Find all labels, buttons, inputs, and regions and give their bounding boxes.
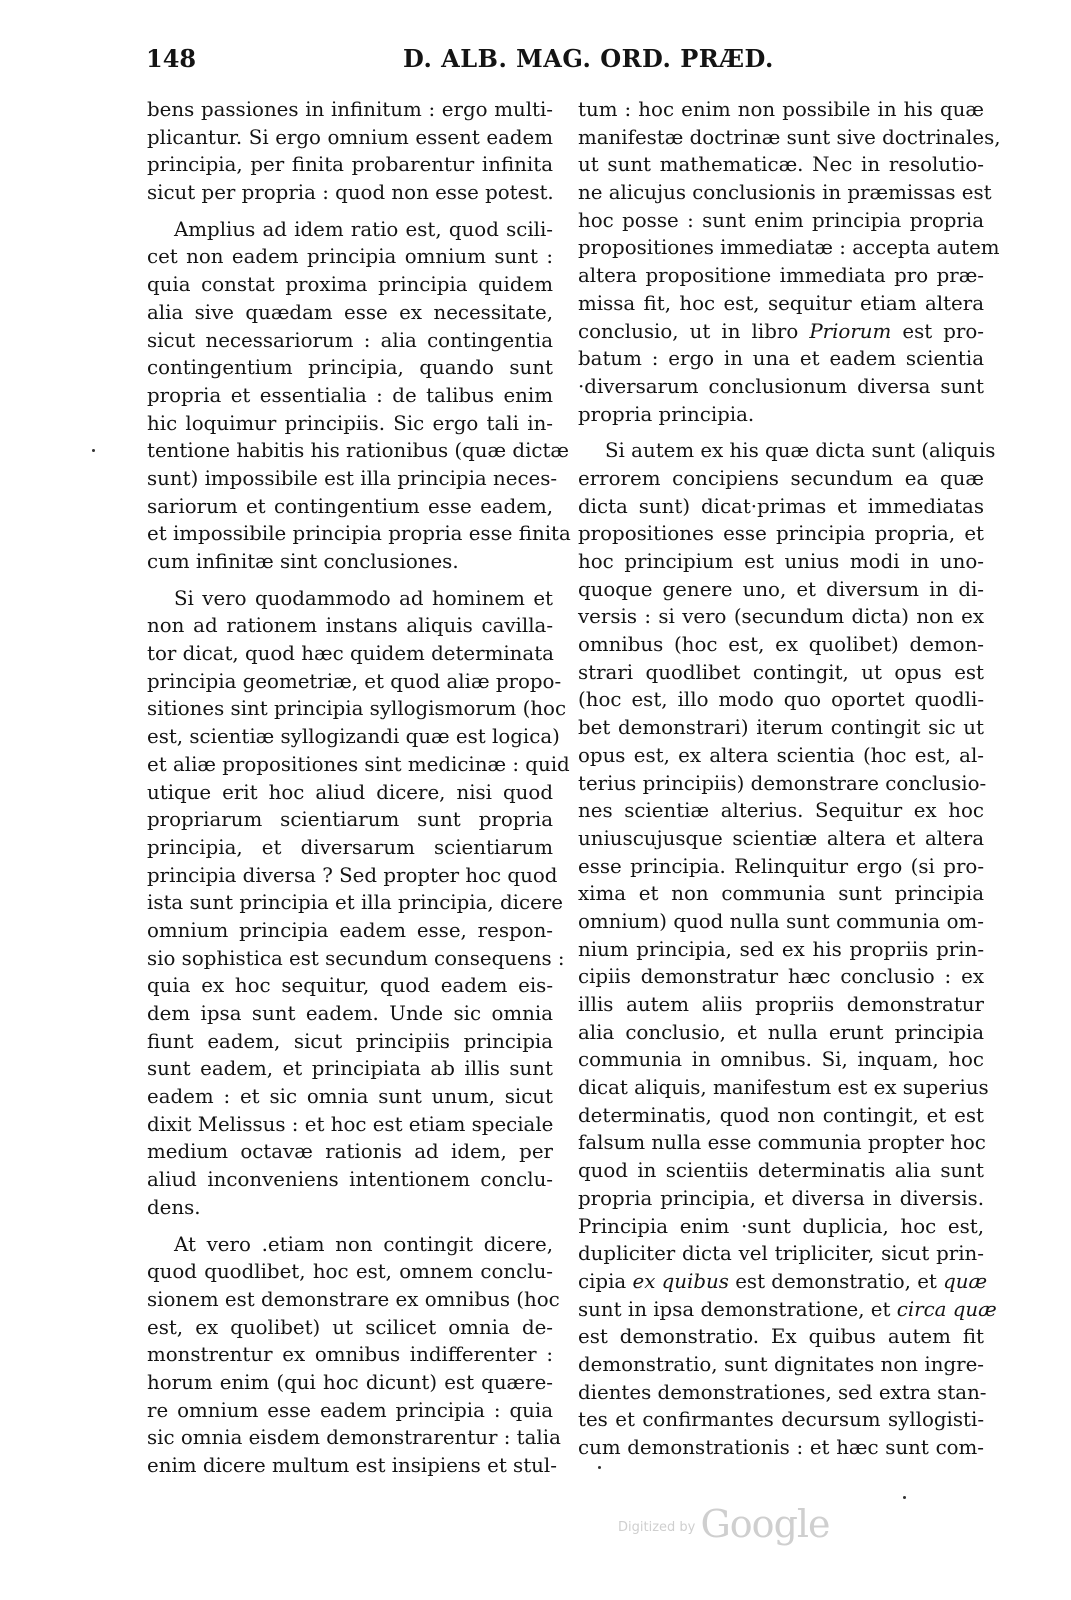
text-line: sunt in ipsa demonstratione, et circa quæ — [578, 1297, 997, 1321]
text-line: batum : ergo in una et eadem scientia — [578, 347, 984, 371]
text-line: dem ipsa sunt eadem. Unde sic omnia — [147, 1002, 553, 1025]
text-line: omnium) quod nulla sunt communia om- — [578, 909, 984, 933]
text-line: (hoc est, illo modo quo oportet quodli- — [578, 688, 984, 712]
text-line: tentione habitis his rationibus (quæ dictæ — [147, 439, 570, 463]
text-line: Si autem ex his quæ dicta sunt (aliquis — [605, 439, 996, 463]
text-line: tes et confirmantes decursum syllogisti- — [578, 1408, 984, 1432]
text-line: sionem est demonstrare ex omnibus (hoc — [147, 1287, 560, 1311]
running-header — [0, 44, 1071, 84]
text-line: propriarum scientiarum sunt propria — [147, 808, 553, 832]
text-line: principia, et diversarum scientiarum — [147, 835, 553, 859]
text-line: quia constat proxima principia quidem — [147, 273, 553, 297]
text-line: eadem : et sic omnia sunt unum, sicut — [147, 1085, 553, 1109]
text-line: fiunt eadem, sicut principiis principia — [147, 1029, 553, 1053]
text-line: re omnium esse eadem principia : quia — [147, 1398, 553, 1422]
text-line: non ad rationem instans aliquis cavilla- — [147, 614, 553, 638]
text-line: alia conclusio, et nulla erunt principia — [578, 1020, 984, 1044]
text-line: est, ex quolibet) ut scilicet omnia de- — [147, 1315, 553, 1339]
text-line: xima et non communia sunt principia — [578, 882, 984, 906]
text-line: bens passiones in infinitum : ergo multi- — [147, 98, 553, 121]
text-line: Principia enim ·sunt duplicia, hoc est, — [578, 1214, 984, 1238]
text-line: cipia ex quibus est demonstratio, et quæ — [578, 1269, 988, 1293]
text-line: est demonstratio. Ex quibus autem fit — [578, 1325, 984, 1349]
text-line: hoc posse : sunt enim principia propria — [578, 208, 984, 232]
text-line: enim dicere multum est insipiens et stul- — [147, 1454, 557, 1477]
text-line: quod in scientiis determinatis alia sunt — [578, 1159, 984, 1183]
text-line: ne alicujus conclusionis in præmissas est — [578, 181, 992, 205]
page-number: 148 — [146, 44, 197, 73]
watermark-prefix: Digitized by — [618, 1520, 696, 1535]
text-line: et aliæ propositiones sint medicinæ : quid — [147, 752, 570, 776]
text-line: nium principia, sed ex his propriis prin- — [578, 937, 984, 961]
scan-speck — [903, 1496, 906, 1499]
text-line: ut sunt mathematicæ. Nec in resolutio- — [578, 153, 984, 177]
text-line: et impossibile principia propria esse finita — [147, 522, 571, 546]
text-line: utique erit hoc aliud dicere, nisi quod — [147, 780, 553, 804]
text-line: errorem concipiens secundum ea quæ — [578, 466, 984, 490]
text-line: cipiis demonstratur hæc conclusio : ex — [578, 965, 984, 989]
text-line: Si vero quodammodo ad hominem et — [174, 586, 553, 610]
text-line: monstrentur ex omnibus indifferenter : — [147, 1343, 553, 1367]
text-line: dicta sunt) dicat·primas et immediatas — [578, 494, 984, 518]
text-line: sitiones sint principia syllogismorum (hoc — [147, 697, 567, 721]
text-line: terius principiis) demonstrare conclusio- — [578, 771, 987, 795]
text-line: Amplius ad idem ratio est, quod scili- — [174, 217, 553, 241]
text-line: nes scientiæ alterius. Sequitur ex hoc — [578, 799, 984, 823]
text-line: hic loquimur principiis. Sic ergo tali in- — [147, 411, 553, 435]
text-line: sic omnia eisdem demonstrarentur : talia — [147, 1426, 561, 1450]
text-line: altera propositione immediata pro præ- — [578, 264, 984, 288]
scan-speck — [598, 1466, 601, 1469]
text-line: cum demonstrationis : et hæc sunt com- — [578, 1436, 984, 1459]
text-line: conclusio, ut in libro Priorum est pro- — [578, 319, 984, 343]
text-line: opus est, ex altera scientia (hoc est, al- — [578, 743, 984, 767]
text-line: hoc principium est unius modi in uno- — [578, 550, 984, 573]
text-line: ·diversarum conclusionum diversa sunt — [578, 374, 984, 398]
text-line: cet non eadem principia omnium sunt : — [147, 245, 553, 269]
text-line: omnium principia eadem esse, respon- — [147, 918, 553, 942]
text-line: dupliciter dicta vel tripliciter, sicut prin- — [578, 1242, 984, 1266]
text-line: dientes demonstrationes, sed extra stan- — [578, 1380, 987, 1404]
text-line: propria principia. — [578, 402, 755, 426]
text-line: esse principia. Relinquitur ergo (si pro- — [578, 854, 984, 878]
text-line: At vero .etiam non contingit dicere, — [174, 1232, 553, 1256]
text-line: propria et essentialia : de talibus enim — [147, 383, 553, 407]
text-line: sio sophistica est secundum consequens : — [147, 946, 565, 970]
text-line: dixit Melissus : et hoc est etiam speciale — [147, 1112, 554, 1136]
text-line: manifestæ doctrinæ sunt sive doctrinales, — [578, 125, 1001, 149]
text-line: dens. — [147, 1195, 201, 1219]
text-line: sariorum et contingentium esse eadem, — [147, 494, 553, 518]
text-line: sunt eadem, et principiata ab illis sunt — [147, 1057, 553, 1081]
text-line: propositiones esse principia propria, et — [578, 522, 984, 546]
text-line: missa fit, hoc est, sequitur etiam altera — [578, 291, 984, 315]
text-line: strari quodlibet contingit, ut opus est — [578, 660, 984, 684]
text-line: quoque genere uno, et diversum in di- — [578, 577, 984, 601]
text-line: quia ex hoc sequitur, quod eadem eis- — [147, 974, 553, 998]
text-line: contingentium principia, quando sunt — [147, 356, 553, 380]
text-line: medium octavæ rationis ad idem, per — [147, 1140, 553, 1164]
text-line: principia, per finita probarentur infinita — [147, 153, 553, 177]
scan-speck — [92, 449, 95, 452]
text-line: horum enim (qui hoc dicunt) est quære- — [147, 1370, 553, 1394]
text-line: est, scientiæ syllogizandi quæ est logica) — [147, 725, 560, 749]
text-line: plicantur. Si ergo omnium essent eadem — [147, 125, 553, 149]
text-line: versis : si vero (secundum dicta) non ex — [578, 605, 984, 629]
text-line: demonstratio, sunt dignitates non ingre- — [578, 1352, 984, 1376]
digitized-by-google-watermark — [618, 1502, 878, 1552]
text-line: aliud inconveniens intentionem conclu- — [147, 1168, 553, 1192]
text-line: propria principia, et diversa in diversis. — [578, 1186, 984, 1210]
text-line: determinatis, quod non contingit, et est — [578, 1103, 984, 1127]
text-line: illis autem aliis propriis demonstratur — [578, 993, 984, 1016]
text-line: ista sunt principia et illa principia, dicere — [147, 891, 563, 915]
text-line: sicut per propria : quod non esse potest. — [147, 181, 554, 205]
text-line: cum infinitæ sint conclusiones. — [147, 550, 459, 573]
text-line: principia diversa ? Sed propter hoc quod — [147, 863, 558, 887]
google-logo: Google — [700, 1502, 830, 1546]
text-column-right — [578, 96, 1001, 1462]
text-line: propositiones immediatæ : accepta autem — [578, 236, 1000, 260]
text-line: bet demonstrari) iterum contingit sic ut — [578, 716, 984, 740]
text-line: communia in omnibus. Si, inquam, hoc — [578, 1048, 984, 1072]
text-column-left — [147, 96, 571, 1480]
text-line: tor dicat, quod hæc quidem determinata — [147, 642, 554, 666]
text-line: quod quodlibet, hoc est, omnem conclu- — [147, 1260, 553, 1284]
text-line: uniuscujusque scientiæ altera et altera — [578, 826, 984, 850]
text-line: alia sive quædam esse ex necessitate, — [147, 300, 553, 324]
running-head-title: D. ALB. MAG. ORD. PRÆD. — [403, 44, 774, 73]
text-line: sicut necessariorum : alia contingentia — [147, 328, 553, 352]
text-line: tum : hoc enim non possibile in his quæ — [578, 98, 984, 121]
text-line: principia geometriæ, et quod aliæ propo- — [147, 669, 562, 693]
text-line: omnibus (hoc est, ex quolibet) demon- — [578, 633, 984, 657]
text-line: dicat aliquis, manifestum est ex superius — [578, 1076, 989, 1100]
text-line: falsum nulla esse communia propter hoc — [578, 1131, 986, 1155]
text-line: sunt) impossibile est illa principia neces- — [147, 466, 558, 490]
